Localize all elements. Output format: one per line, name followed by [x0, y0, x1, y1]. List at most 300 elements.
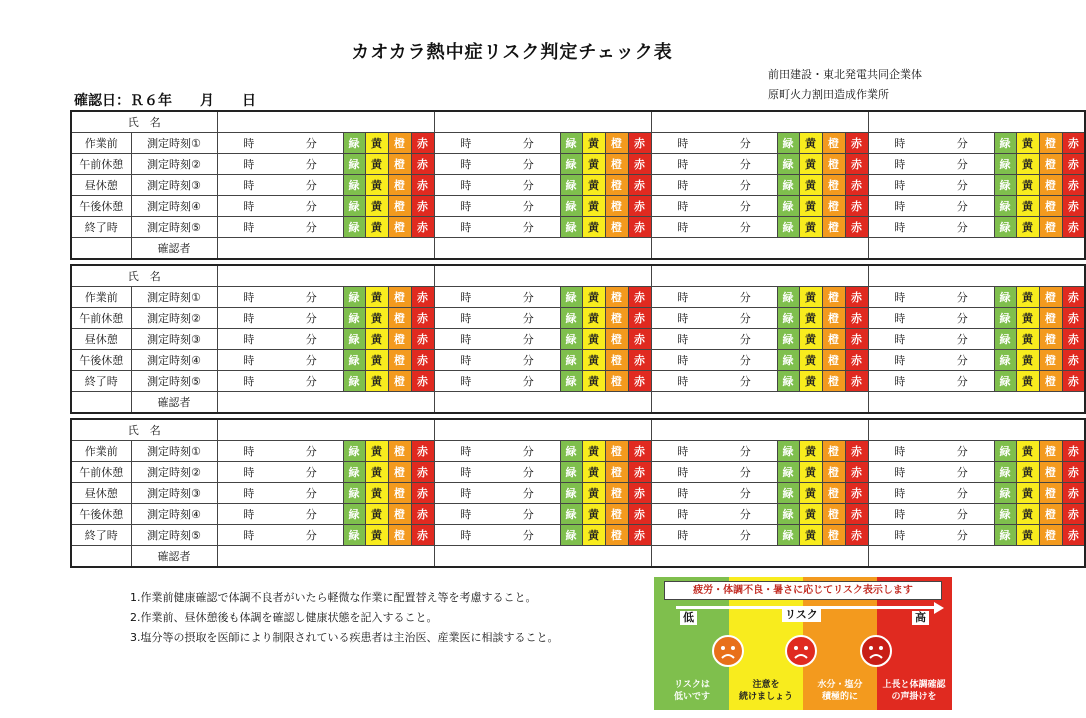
risk-yellow-cell[interactable]: 黄 [582, 371, 605, 392]
time-entry-field[interactable] [434, 371, 560, 392]
risk-yellow-cell[interactable]: 黄 [799, 462, 822, 483]
risk-green-cell[interactable]: 緑 [994, 483, 1016, 504]
time-entry-field[interactable] [434, 287, 560, 308]
risk-green-cell[interactable]: 緑 [560, 154, 582, 175]
time-entry-field[interactable] [434, 441, 560, 462]
risk-yellow-cell[interactable]: 黄 [582, 308, 605, 329]
time-entry-field[interactable] [434, 175, 560, 196]
risk-yellow-cell[interactable]: 黄 [582, 504, 605, 525]
risk-red-cell[interactable]: 赤 [411, 441, 434, 462]
risk-orange-cell[interactable]: 橙 [605, 483, 628, 504]
risk-green-cell[interactable]: 緑 [777, 287, 799, 308]
risk-red-cell[interactable]: 赤 [628, 133, 651, 154]
risk-yellow-cell[interactable]: 黄 [365, 504, 388, 525]
risk-green-cell[interactable]: 緑 [994, 133, 1016, 154]
time-entry-field[interactable] [217, 308, 343, 329]
risk-red-cell[interactable]: 赤 [628, 217, 651, 238]
risk-green-cell[interactable]: 緑 [560, 504, 582, 525]
risk-orange-cell[interactable]: 橙 [1039, 133, 1062, 154]
risk-yellow-cell[interactable]: 黄 [799, 504, 822, 525]
time-entry-field[interactable] [868, 308, 994, 329]
time-entry-field[interactable] [651, 287, 777, 308]
risk-green-cell[interactable]: 緑 [777, 329, 799, 350]
risk-yellow-cell[interactable]: 黄 [799, 329, 822, 350]
risk-yellow-cell[interactable]: 黄 [799, 287, 822, 308]
risk-orange-cell[interactable]: 橙 [1039, 287, 1062, 308]
worker-name-field[interactable] [868, 419, 1085, 441]
time-entry-field[interactable] [217, 329, 343, 350]
risk-yellow-cell[interactable]: 黄 [582, 441, 605, 462]
time-entry-field[interactable] [868, 462, 994, 483]
risk-green-cell[interactable]: 緑 [994, 504, 1016, 525]
risk-orange-cell[interactable]: 橙 [1039, 504, 1062, 525]
worker-name-field[interactable] [651, 111, 868, 133]
risk-yellow-cell[interactable]: 黄 [799, 350, 822, 371]
risk-red-cell[interactable]: 赤 [1062, 350, 1085, 371]
time-entry-field[interactable] [868, 133, 994, 154]
risk-yellow-cell[interactable]: 黄 [582, 350, 605, 371]
risk-orange-cell[interactable]: 橙 [388, 196, 411, 217]
risk-yellow-cell[interactable]: 黄 [365, 217, 388, 238]
risk-yellow-cell[interactable]: 黄 [799, 175, 822, 196]
risk-green-cell[interactable]: 緑 [777, 441, 799, 462]
risk-red-cell[interactable]: 赤 [411, 217, 434, 238]
risk-red-cell[interactable]: 赤 [628, 462, 651, 483]
time-entry-field[interactable] [651, 175, 777, 196]
time-entry-field[interactable] [868, 483, 994, 504]
risk-red-cell[interactable]: 赤 [628, 175, 651, 196]
worker-name-field[interactable] [868, 265, 1085, 287]
risk-green-cell[interactable]: 緑 [343, 462, 365, 483]
risk-green-cell[interactable]: 緑 [343, 329, 365, 350]
risk-yellow-cell[interactable]: 黄 [1016, 371, 1039, 392]
risk-yellow-cell[interactable]: 黄 [799, 196, 822, 217]
risk-red-cell[interactable]: 赤 [411, 483, 434, 504]
risk-orange-cell[interactable]: 橙 [388, 504, 411, 525]
risk-green-cell[interactable]: 緑 [777, 308, 799, 329]
risk-yellow-cell[interactable]: 黄 [1016, 196, 1039, 217]
risk-green-cell[interactable]: 緑 [777, 504, 799, 525]
risk-red-cell[interactable]: 赤 [411, 133, 434, 154]
time-entry-field[interactable] [217, 175, 343, 196]
risk-green-cell[interactable]: 緑 [777, 133, 799, 154]
risk-green-cell[interactable]: 緑 [560, 462, 582, 483]
risk-green-cell[interactable]: 緑 [777, 175, 799, 196]
confirmer-field[interactable] [651, 546, 868, 568]
risk-yellow-cell[interactable]: 黄 [582, 196, 605, 217]
risk-green-cell[interactable]: 緑 [343, 483, 365, 504]
risk-green-cell[interactable]: 緑 [994, 441, 1016, 462]
risk-orange-cell[interactable]: 橙 [822, 175, 845, 196]
risk-green-cell[interactable]: 緑 [560, 350, 582, 371]
risk-red-cell[interactable]: 赤 [845, 287, 868, 308]
risk-red-cell[interactable]: 赤 [845, 371, 868, 392]
risk-orange-cell[interactable]: 橙 [1039, 462, 1062, 483]
risk-red-cell[interactable]: 赤 [628, 287, 651, 308]
risk-orange-cell[interactable]: 橙 [822, 196, 845, 217]
risk-yellow-cell[interactable]: 黄 [582, 154, 605, 175]
time-entry-field[interactable] [868, 154, 994, 175]
risk-green-cell[interactable]: 緑 [343, 217, 365, 238]
risk-yellow-cell[interactable]: 黄 [1016, 504, 1039, 525]
time-entry-field[interactable] [217, 287, 343, 308]
time-entry-field[interactable] [868, 350, 994, 371]
time-entry-field[interactable] [651, 133, 777, 154]
confirmer-field[interactable] [651, 392, 868, 414]
risk-yellow-cell[interactable]: 黄 [1016, 217, 1039, 238]
risk-green-cell[interactable]: 緑 [560, 483, 582, 504]
risk-red-cell[interactable]: 赤 [845, 217, 868, 238]
risk-orange-cell[interactable]: 橙 [388, 154, 411, 175]
time-entry-field[interactable] [217, 441, 343, 462]
risk-red-cell[interactable]: 赤 [411, 504, 434, 525]
risk-green-cell[interactable]: 緑 [560, 175, 582, 196]
time-entry-field[interactable] [651, 371, 777, 392]
risk-red-cell[interactable]: 赤 [628, 441, 651, 462]
risk-yellow-cell[interactable]: 黄 [365, 371, 388, 392]
risk-green-cell[interactable]: 緑 [560, 196, 582, 217]
risk-orange-cell[interactable]: 橙 [1039, 329, 1062, 350]
confirmer-field[interactable] [651, 238, 868, 260]
time-entry-field[interactable] [868, 217, 994, 238]
risk-green-cell[interactable]: 緑 [994, 371, 1016, 392]
risk-red-cell[interactable]: 赤 [411, 350, 434, 371]
risk-orange-cell[interactable]: 橙 [388, 175, 411, 196]
risk-yellow-cell[interactable]: 黄 [799, 133, 822, 154]
risk-red-cell[interactable]: 赤 [411, 371, 434, 392]
time-entry-field[interactable] [868, 371, 994, 392]
risk-orange-cell[interactable]: 橙 [388, 287, 411, 308]
risk-yellow-cell[interactable]: 黄 [1016, 308, 1039, 329]
risk-red-cell[interactable]: 赤 [1062, 371, 1085, 392]
risk-green-cell[interactable]: 緑 [560, 441, 582, 462]
risk-yellow-cell[interactable]: 黄 [365, 175, 388, 196]
risk-orange-cell[interactable]: 橙 [822, 350, 845, 371]
risk-orange-cell[interactable]: 橙 [388, 308, 411, 329]
risk-green-cell[interactable]: 緑 [777, 371, 799, 392]
confirmer-field[interactable] [217, 238, 434, 260]
risk-orange-cell[interactable]: 橙 [822, 441, 845, 462]
risk-green-cell[interactable]: 緑 [994, 525, 1016, 546]
risk-yellow-cell[interactable]: 黄 [365, 441, 388, 462]
risk-yellow-cell[interactable]: 黄 [1016, 287, 1039, 308]
risk-orange-cell[interactable]: 橙 [605, 462, 628, 483]
risk-red-cell[interactable]: 赤 [628, 371, 651, 392]
time-entry-field[interactable] [434, 329, 560, 350]
risk-red-cell[interactable]: 赤 [628, 483, 651, 504]
risk-red-cell[interactable]: 赤 [1062, 329, 1085, 350]
risk-green-cell[interactable]: 緑 [994, 287, 1016, 308]
risk-green-cell[interactable]: 緑 [994, 217, 1016, 238]
risk-orange-cell[interactable]: 橙 [1039, 350, 1062, 371]
risk-red-cell[interactable]: 赤 [411, 308, 434, 329]
risk-orange-cell[interactable]: 橙 [388, 525, 411, 546]
risk-green-cell[interactable]: 緑 [343, 441, 365, 462]
time-entry-field[interactable] [434, 462, 560, 483]
risk-orange-cell[interactable]: 橙 [822, 133, 845, 154]
risk-red-cell[interactable]: 赤 [1062, 483, 1085, 504]
risk-red-cell[interactable]: 赤 [845, 133, 868, 154]
risk-yellow-cell[interactable]: 黄 [365, 287, 388, 308]
time-entry-field[interactable] [868, 196, 994, 217]
risk-red-cell[interactable]: 赤 [628, 504, 651, 525]
time-entry-field[interactable] [217, 154, 343, 175]
risk-green-cell[interactable]: 緑 [994, 154, 1016, 175]
time-entry-field[interactable] [651, 154, 777, 175]
risk-orange-cell[interactable]: 橙 [822, 371, 845, 392]
confirmer-field[interactable] [217, 546, 434, 568]
time-entry-field[interactable] [434, 525, 560, 546]
risk-yellow-cell[interactable]: 黄 [799, 483, 822, 504]
risk-green-cell[interactable]: 緑 [777, 154, 799, 175]
worker-name-field[interactable] [217, 111, 434, 133]
risk-yellow-cell[interactable]: 黄 [1016, 441, 1039, 462]
risk-orange-cell[interactable]: 橙 [1039, 175, 1062, 196]
risk-green-cell[interactable]: 緑 [994, 175, 1016, 196]
time-entry-field[interactable] [651, 308, 777, 329]
risk-red-cell[interactable]: 赤 [1062, 196, 1085, 217]
risk-yellow-cell[interactable]: 黄 [365, 462, 388, 483]
risk-green-cell[interactable]: 緑 [343, 371, 365, 392]
risk-red-cell[interactable]: 赤 [845, 483, 868, 504]
risk-orange-cell[interactable]: 橙 [1039, 483, 1062, 504]
risk-orange-cell[interactable]: 橙 [822, 525, 845, 546]
risk-yellow-cell[interactable]: 黄 [582, 133, 605, 154]
risk-yellow-cell[interactable]: 黄 [582, 329, 605, 350]
risk-yellow-cell[interactable]: 黄 [365, 350, 388, 371]
risk-yellow-cell[interactable]: 黄 [365, 154, 388, 175]
risk-green-cell[interactable]: 緑 [560, 287, 582, 308]
risk-yellow-cell[interactable]: 黄 [365, 329, 388, 350]
risk-yellow-cell[interactable]: 黄 [1016, 133, 1039, 154]
risk-red-cell[interactable]: 赤 [845, 308, 868, 329]
risk-yellow-cell[interactable]: 黄 [365, 196, 388, 217]
worker-name-field[interactable] [434, 111, 651, 133]
risk-yellow-cell[interactable]: 黄 [1016, 462, 1039, 483]
risk-orange-cell[interactable]: 橙 [822, 217, 845, 238]
risk-green-cell[interactable]: 緑 [777, 462, 799, 483]
time-entry-field[interactable] [434, 133, 560, 154]
risk-green-cell[interactable]: 緑 [343, 287, 365, 308]
risk-green-cell[interactable]: 緑 [560, 308, 582, 329]
risk-red-cell[interactable]: 赤 [845, 504, 868, 525]
risk-orange-cell[interactable]: 橙 [1039, 217, 1062, 238]
risk-orange-cell[interactable]: 橙 [388, 462, 411, 483]
risk-orange-cell[interactable]: 橙 [1039, 525, 1062, 546]
confirmer-field[interactable] [217, 392, 434, 414]
risk-red-cell[interactable]: 赤 [628, 196, 651, 217]
time-entry-field[interactable] [217, 217, 343, 238]
risk-orange-cell[interactable]: 橙 [605, 525, 628, 546]
risk-orange-cell[interactable]: 橙 [388, 483, 411, 504]
worker-name-field[interactable] [217, 265, 434, 287]
risk-red-cell[interactable]: 赤 [845, 462, 868, 483]
time-entry-field[interactable] [651, 483, 777, 504]
risk-green-cell[interactable]: 緑 [343, 154, 365, 175]
risk-yellow-cell[interactable]: 黄 [1016, 350, 1039, 371]
risk-red-cell[interactable]: 赤 [1062, 525, 1085, 546]
worker-name-field[interactable] [434, 265, 651, 287]
worker-name-field[interactable] [651, 265, 868, 287]
risk-red-cell[interactable]: 赤 [1062, 441, 1085, 462]
risk-red-cell[interactable]: 赤 [411, 462, 434, 483]
risk-red-cell[interactable]: 赤 [628, 329, 651, 350]
worker-name-field[interactable] [868, 111, 1085, 133]
risk-orange-cell[interactable]: 橙 [388, 133, 411, 154]
risk-red-cell[interactable]: 赤 [628, 308, 651, 329]
confirmer-field[interactable] [434, 238, 651, 260]
time-entry-field[interactable] [651, 196, 777, 217]
risk-orange-cell[interactable]: 橙 [605, 175, 628, 196]
risk-red-cell[interactable]: 赤 [411, 287, 434, 308]
risk-orange-cell[interactable]: 橙 [605, 196, 628, 217]
risk-red-cell[interactable]: 赤 [1062, 462, 1085, 483]
risk-green-cell[interactable]: 緑 [343, 308, 365, 329]
worker-name-field[interactable] [217, 419, 434, 441]
risk-orange-cell[interactable]: 橙 [388, 371, 411, 392]
time-entry-field[interactable] [217, 196, 343, 217]
risk-yellow-cell[interactable]: 黄 [799, 441, 822, 462]
risk-orange-cell[interactable]: 橙 [605, 350, 628, 371]
time-entry-field[interactable] [651, 217, 777, 238]
risk-green-cell[interactable]: 緑 [777, 196, 799, 217]
risk-red-cell[interactable]: 赤 [1062, 175, 1085, 196]
risk-red-cell[interactable]: 赤 [845, 175, 868, 196]
risk-orange-cell[interactable]: 橙 [605, 441, 628, 462]
risk-red-cell[interactable]: 赤 [1062, 287, 1085, 308]
risk-green-cell[interactable]: 緑 [343, 133, 365, 154]
worker-name-field[interactable] [434, 419, 651, 441]
risk-orange-cell[interactable]: 橙 [388, 350, 411, 371]
time-entry-field[interactable] [434, 217, 560, 238]
time-entry-field[interactable] [868, 504, 994, 525]
risk-green-cell[interactable]: 緑 [343, 525, 365, 546]
time-entry-field[interactable] [217, 133, 343, 154]
risk-orange-cell[interactable]: 橙 [822, 287, 845, 308]
risk-orange-cell[interactable]: 橙 [1039, 154, 1062, 175]
risk-orange-cell[interactable]: 橙 [388, 441, 411, 462]
risk-green-cell[interactable]: 緑 [994, 308, 1016, 329]
risk-red-cell[interactable]: 赤 [1062, 154, 1085, 175]
risk-green-cell[interactable]: 緑 [343, 504, 365, 525]
risk-green-cell[interactable]: 緑 [994, 196, 1016, 217]
risk-yellow-cell[interactable]: 黄 [1016, 483, 1039, 504]
risk-orange-cell[interactable]: 橙 [1039, 196, 1062, 217]
risk-green-cell[interactable]: 緑 [560, 133, 582, 154]
risk-yellow-cell[interactable]: 黄 [365, 483, 388, 504]
risk-yellow-cell[interactable]: 黄 [799, 308, 822, 329]
confirmer-field[interactable] [868, 392, 1085, 414]
risk-green-cell[interactable]: 緑 [560, 371, 582, 392]
risk-yellow-cell[interactable]: 黄 [799, 217, 822, 238]
risk-orange-cell[interactable]: 橙 [605, 287, 628, 308]
risk-orange-cell[interactable]: 橙 [822, 504, 845, 525]
time-entry-field[interactable] [651, 441, 777, 462]
risk-green-cell[interactable]: 緑 [343, 350, 365, 371]
risk-yellow-cell[interactable]: 黄 [1016, 525, 1039, 546]
risk-yellow-cell[interactable]: 黄 [1016, 329, 1039, 350]
time-entry-field[interactable] [217, 504, 343, 525]
time-entry-field[interactable] [651, 525, 777, 546]
time-entry-field[interactable] [434, 308, 560, 329]
risk-yellow-cell[interactable]: 黄 [1016, 175, 1039, 196]
risk-red-cell[interactable]: 赤 [411, 329, 434, 350]
risk-orange-cell[interactable]: 橙 [388, 329, 411, 350]
risk-orange-cell[interactable]: 橙 [605, 133, 628, 154]
time-entry-field[interactable] [868, 287, 994, 308]
risk-green-cell[interactable]: 緑 [994, 350, 1016, 371]
risk-orange-cell[interactable]: 橙 [822, 308, 845, 329]
risk-orange-cell[interactable]: 橙 [605, 329, 628, 350]
confirmer-field[interactable] [434, 546, 651, 568]
risk-red-cell[interactable]: 赤 [1062, 308, 1085, 329]
risk-yellow-cell[interactable]: 黄 [582, 287, 605, 308]
risk-red-cell[interactable]: 赤 [845, 329, 868, 350]
confirmer-field[interactable] [868, 546, 1085, 568]
risk-yellow-cell[interactable]: 黄 [365, 525, 388, 546]
confirmer-field[interactable] [868, 238, 1085, 260]
risk-yellow-cell[interactable]: 黄 [1016, 154, 1039, 175]
risk-green-cell[interactable]: 緑 [343, 175, 365, 196]
time-entry-field[interactable] [868, 441, 994, 462]
risk-green-cell[interactable]: 緑 [777, 350, 799, 371]
risk-red-cell[interactable]: 赤 [411, 175, 434, 196]
risk-orange-cell[interactable]: 橙 [822, 329, 845, 350]
risk-orange-cell[interactable]: 橙 [1039, 371, 1062, 392]
worker-name-field[interactable] [651, 419, 868, 441]
risk-yellow-cell[interactable]: 黄 [582, 483, 605, 504]
time-entry-field[interactable] [217, 525, 343, 546]
confirmer-field[interactable] [434, 392, 651, 414]
risk-orange-cell[interactable]: 橙 [605, 504, 628, 525]
risk-yellow-cell[interactable]: 黄 [582, 525, 605, 546]
risk-yellow-cell[interactable]: 黄 [799, 525, 822, 546]
time-entry-field[interactable] [868, 175, 994, 196]
risk-red-cell[interactable]: 赤 [628, 525, 651, 546]
risk-orange-cell[interactable]: 橙 [605, 308, 628, 329]
risk-yellow-cell[interactable]: 黄 [799, 371, 822, 392]
risk-red-cell[interactable]: 赤 [845, 154, 868, 175]
risk-yellow-cell[interactable]: 黄 [799, 154, 822, 175]
risk-orange-cell[interactable]: 橙 [605, 217, 628, 238]
risk-red-cell[interactable]: 赤 [1062, 133, 1085, 154]
risk-orange-cell[interactable]: 橙 [822, 462, 845, 483]
risk-red-cell[interactable]: 赤 [628, 350, 651, 371]
time-entry-field[interactable] [651, 350, 777, 371]
time-entry-field[interactable] [434, 483, 560, 504]
risk-red-cell[interactable]: 赤 [1062, 217, 1085, 238]
risk-green-cell[interactable]: 緑 [994, 462, 1016, 483]
risk-red-cell[interactable]: 赤 [411, 525, 434, 546]
time-entry-field[interactable] [217, 483, 343, 504]
risk-red-cell[interactable]: 赤 [845, 196, 868, 217]
risk-red-cell[interactable]: 赤 [628, 154, 651, 175]
risk-red-cell[interactable]: 赤 [845, 441, 868, 462]
time-entry-field[interactable] [651, 462, 777, 483]
risk-yellow-cell[interactable]: 黄 [582, 175, 605, 196]
risk-green-cell[interactable]: 緑 [343, 196, 365, 217]
risk-green-cell[interactable]: 緑 [777, 217, 799, 238]
risk-red-cell[interactable]: 赤 [845, 525, 868, 546]
risk-orange-cell[interactable]: 橙 [605, 154, 628, 175]
risk-yellow-cell[interactable]: 黄 [582, 462, 605, 483]
risk-yellow-cell[interactable]: 黄 [365, 308, 388, 329]
risk-yellow-cell[interactable]: 黄 [582, 217, 605, 238]
risk-yellow-cell[interactable]: 黄 [365, 133, 388, 154]
time-entry-field[interactable] [434, 196, 560, 217]
risk-green-cell[interactable]: 緑 [560, 329, 582, 350]
risk-orange-cell[interactable]: 橙 [822, 154, 845, 175]
